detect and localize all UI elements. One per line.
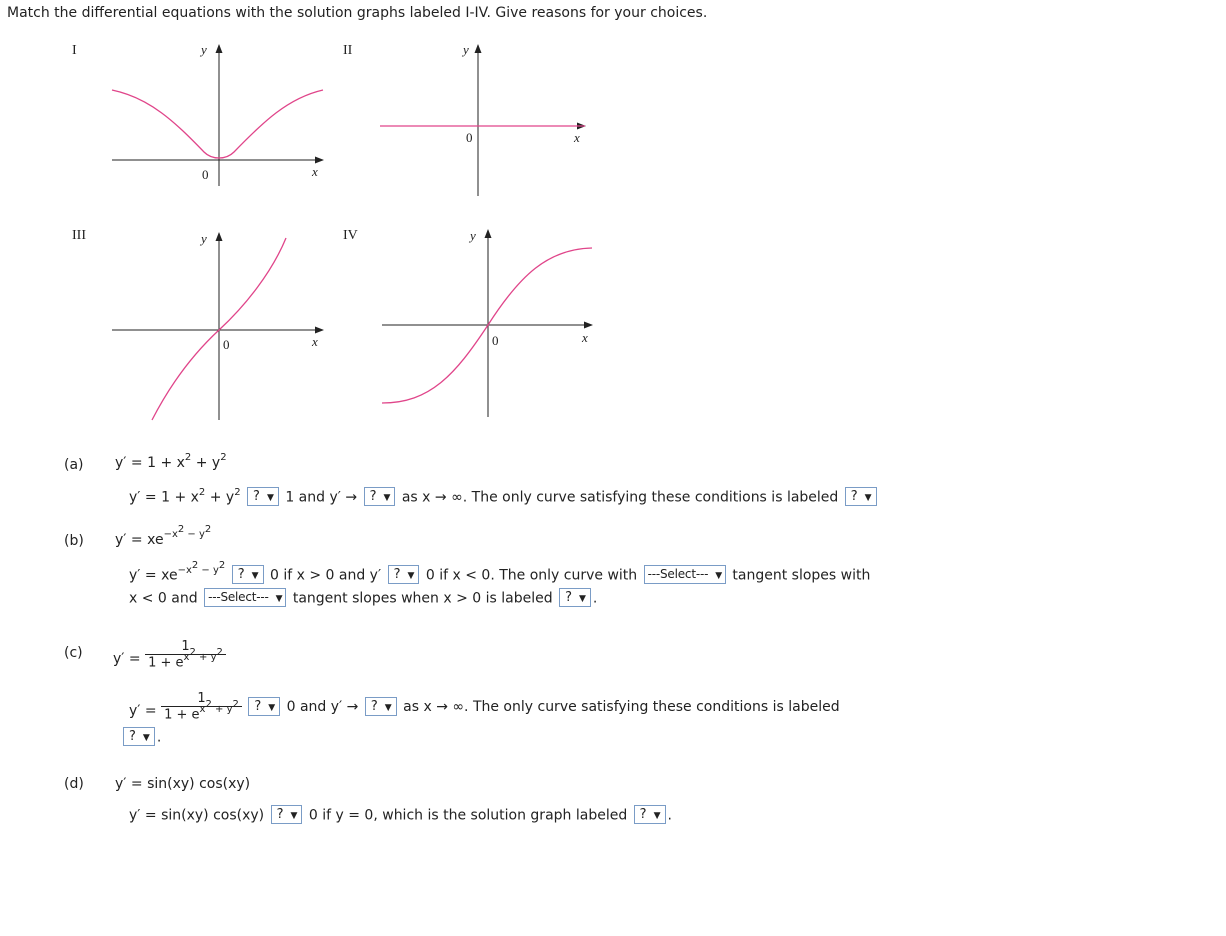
part-b-equation: $y' = xe^{-x^2 - y^2}$ <box>115 524 212 548</box>
part-b-reasoning-line1: $y' = xe^{-x^2 - y^2}$ ? ▼ 0 if x > 0 and y′ ? ▼ 0 if x < 0. The only curve with ---Select--- ▼ tangent slopes with <box>129 559 871 584</box>
chevron-down-icon: ▼ <box>142 733 150 743</box>
part-c-graph-select[interactable]: ? ▼ <box>123 727 155 746</box>
part-d-tag: (d) <box>64 776 84 792</box>
graph-i-curve <box>112 90 323 158</box>
graph-ii-x-label: x <box>574 130 580 145</box>
chevron-down-icon: ▼ <box>653 811 661 821</box>
chevron-down-icon: ▼ <box>715 571 722 581</box>
chevron-down-icon: ▼ <box>290 811 298 821</box>
graph-i <box>112 42 323 186</box>
graph-iii <box>112 231 323 420</box>
part-d-reasoning: y′ = sin(xy) cos(xy) ? ▼ 0 if y = 0, which is the solution graph labeled ? ▼ . <box>129 807 672 824</box>
part-b-graph-select[interactable]: ? ▼ <box>559 588 591 607</box>
chevron-down-icon: ▼ <box>275 594 283 604</box>
graph-i-x-label: x <box>312 164 318 179</box>
solution-graphs <box>0 0 640 440</box>
graph-iv-x-label: x <box>582 330 588 345</box>
chevron-down-icon: ▼ <box>268 702 276 713</box>
graph-iii-y-label: y <box>201 231 207 246</box>
part-a-relation-select[interactable]: ? ▼ <box>247 487 279 506</box>
chevron-down-icon: ▼ <box>407 571 415 581</box>
chevron-down-icon: ▼ <box>864 493 872 503</box>
graph-iii-x-label: x <box>312 334 318 349</box>
part-d-equation: y′ = sin(xy) cos(xy) <box>115 776 251 792</box>
part-d-graph-select[interactable]: ? ▼ <box>634 805 666 824</box>
part-c-tag: (c) <box>64 645 83 661</box>
graph-i-origin-label: 0 <box>202 167 209 182</box>
instruction-text: Match the differential equations with the solution graphs labeled I-IV. Give reasons for your choices. <box>7 5 708 21</box>
graph-label-iii: III <box>72 228 86 243</box>
graph-ii <box>380 42 585 196</box>
part-a-limit-select[interactable]: ? ▼ <box>364 487 396 506</box>
chevron-down-icon: ▼ <box>266 493 274 503</box>
part-a-equation: $y' = 1 + x^2 + y^2$ <box>115 452 227 471</box>
chevron-down-icon: ▼ <box>384 702 392 713</box>
graph-label-iv: IV <box>343 228 358 243</box>
part-b-relation-positive-select[interactable]: ? ▼ <box>232 565 264 584</box>
part-a-tag: (a) <box>64 457 84 473</box>
graph-label-i: I <box>72 43 77 58</box>
part-d-relation-select[interactable]: ? ▼ <box>271 805 303 824</box>
part-b-slope-positive-select[interactable]: ---Select--- ▼ <box>204 588 286 607</box>
part-b-reasoning-line2: x < 0 and ---Select--- ▼ tangent slopes when x > 0 is labeled ? ▼ . <box>129 590 598 607</box>
graph-ii-y-label: y <box>463 42 469 57</box>
part-c-relation-select[interactable]: ? ▼ <box>248 697 280 716</box>
part-c-limit-select[interactable]: ? ▼ <box>365 697 397 716</box>
graph-label-ii: II <box>343 43 353 58</box>
part-c-reasoning-line2: ? ▼ . <box>121 728 161 747</box>
part-b-relation-negative-select[interactable]: ? ▼ <box>388 565 420 584</box>
part-a-reasoning: $y' = 1 + x^2 + y^2$ ? ▼ 1 and y′ → ? ▼ as x → ∞. The only curve satisfying these conditions is labeled ? ▼ <box>129 488 879 507</box>
chevron-down-icon: ▼ <box>579 594 586 604</box>
chevron-down-icon: ▼ <box>383 493 391 503</box>
part-b-tag: (b) <box>64 533 84 549</box>
part-b-slope-negative-select[interactable]: ---Select--- ▼ <box>644 565 726 584</box>
graph-iv-origin-label: 0 <box>492 333 499 348</box>
graph-i-y-label: y <box>201 42 207 57</box>
part-c-reasoning-line1: y′ = $\frac{1}{1 + e^{x^2 + y^2}}$ ? ▼ 0 and y′ → ? ▼ as x → ∞. The only curve satisfying these conditions is labeled <box>129 691 840 723</box>
graph-ii-origin-label: 0 <box>466 130 473 145</box>
chevron-down-icon: ▼ <box>251 571 259 581</box>
part-c-equation: y′ = $\frac{1}{1 + e^{x^2 + y^2}}$ <box>113 633 226 666</box>
graph-iii-origin-label: 0 <box>223 337 230 352</box>
graph-iv <box>382 228 592 417</box>
graph-iv-y-label: y <box>470 228 476 243</box>
part-a-graph-select[interactable]: ? ▼ <box>845 487 877 506</box>
